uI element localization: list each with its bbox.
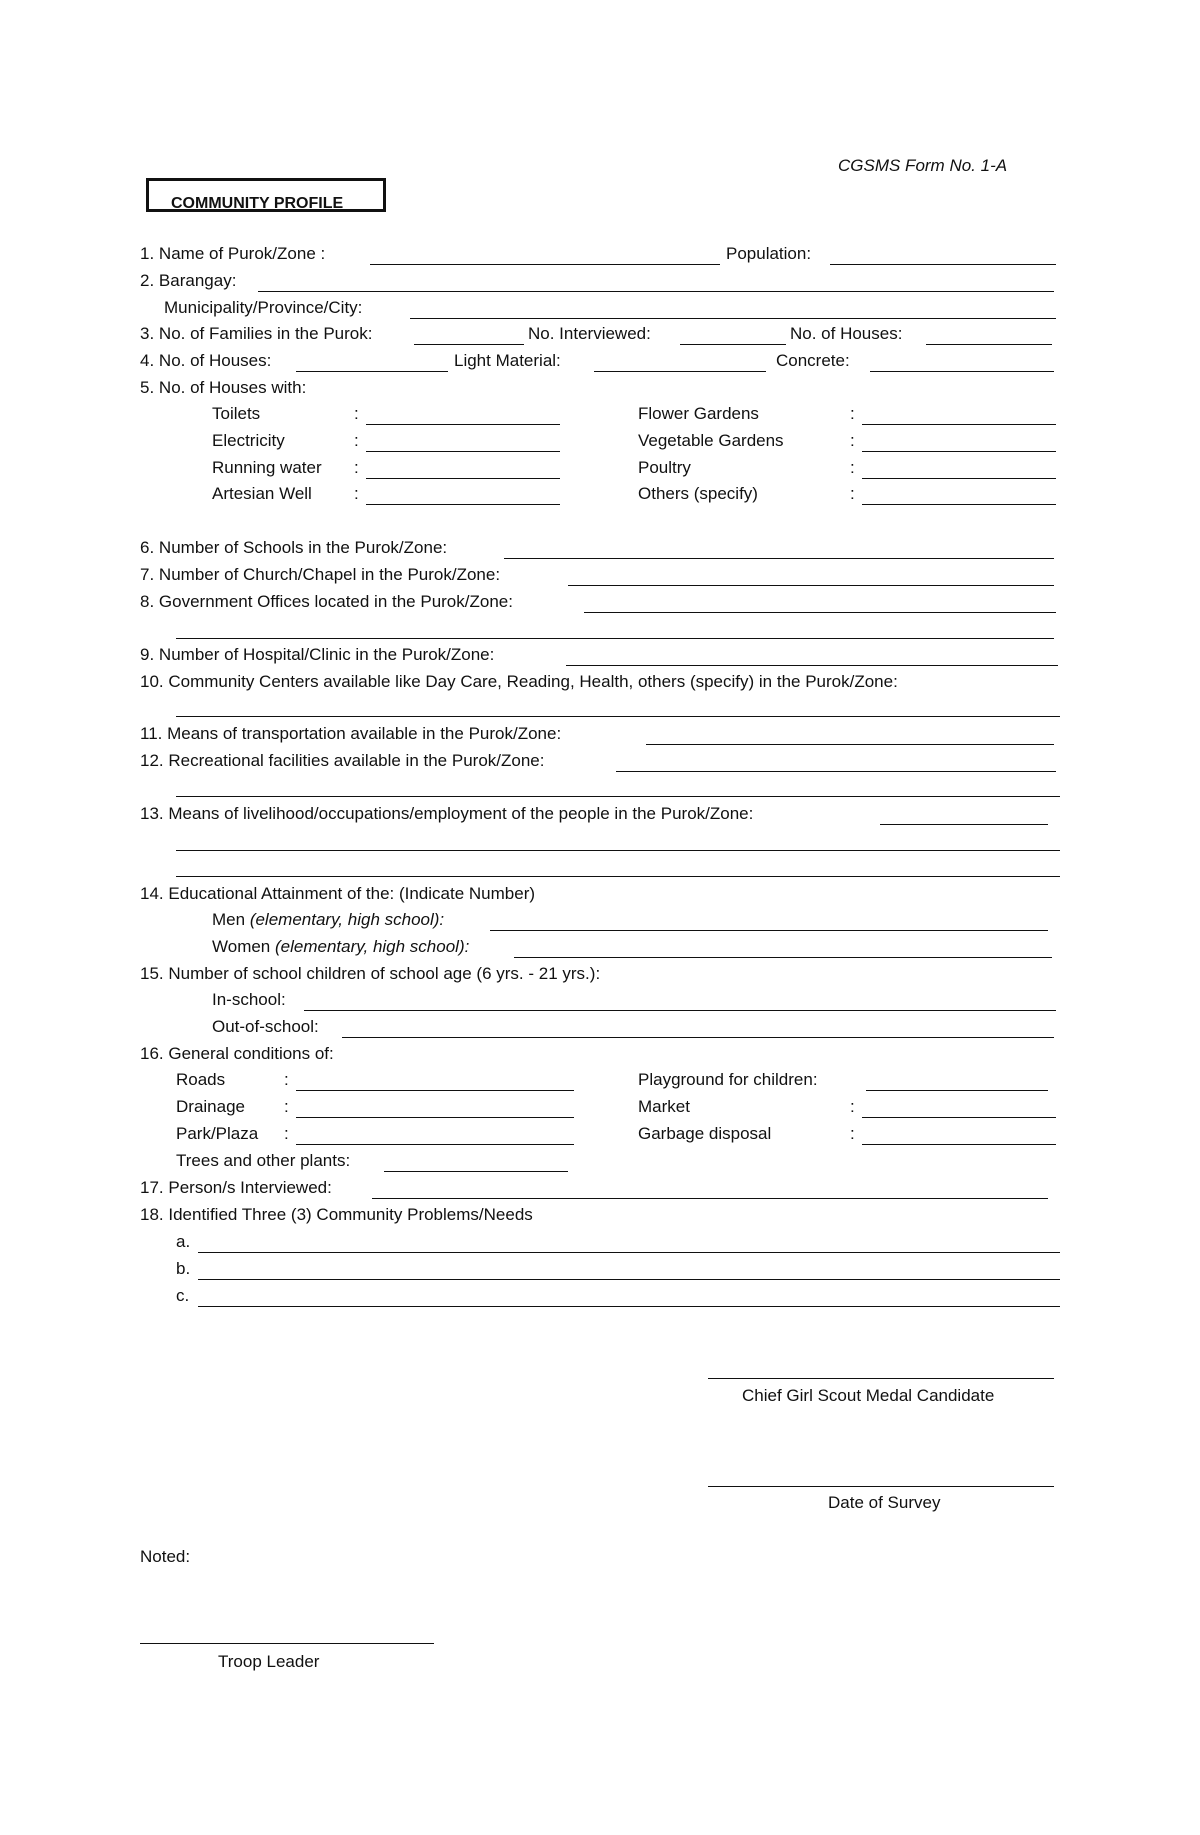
q11-number: 11. (140, 724, 163, 743)
colon: : (850, 484, 855, 503)
q3-label: No. of Families in the Purok: (158, 324, 373, 343)
concrete-field[interactable] (870, 371, 1054, 372)
q6-number: 6. (140, 538, 155, 557)
men-field[interactable] (490, 930, 1048, 931)
q8-label: Government Offices located in the Purok/Zone: (158, 592, 513, 611)
q16-row (140, 1044, 334, 1064)
q18-number: 18. (140, 1205, 164, 1224)
q8-number: 8. (140, 592, 155, 611)
date-of-survey-caption: Date of Survey (828, 1493, 941, 1512)
population-field[interactable] (830, 264, 1056, 265)
q9-number: 9. (140, 645, 155, 664)
q3-houses-label: No. of Houses: (790, 324, 903, 343)
colon: : (284, 1097, 289, 1116)
q1-label: Name of Purok/Zone : (158, 244, 326, 263)
toilets-label: Toilets (212, 404, 261, 423)
q17-label: Person/s Interviewed: (168, 1178, 332, 1197)
q15-label: Number of school children of school age (6 yrs. - 21 yrs.): (168, 964, 601, 983)
q3-houses-field[interactable] (926, 344, 1052, 345)
population-label: Population: (726, 244, 812, 263)
market-field[interactable] (862, 1117, 1056, 1118)
problem-a-field[interactable] (198, 1252, 1060, 1253)
park-plaza-label: Park/Plaza (176, 1124, 259, 1143)
q13-label: Means of livelihood/occupations/employment of the people in the Purok/Zone: (168, 804, 754, 823)
women-detail: (elementary, high school): (275, 937, 470, 956)
q15-row (140, 964, 600, 984)
q11-label: Means of transportation available in the Purok/Zone: (167, 724, 562, 743)
in-school-label: In-school: (212, 990, 286, 1009)
colon: : (850, 431, 855, 450)
poultry-field[interactable] (862, 478, 1056, 479)
municipality-label: Municipality/Province/City: (164, 298, 363, 317)
q2-row (140, 271, 236, 291)
q12-row (140, 751, 544, 771)
purok-name-field[interactable] (370, 264, 720, 265)
q17-number: 17. (140, 1178, 164, 1197)
q3-row (140, 324, 372, 344)
q14-row (140, 884, 535, 904)
park-plaza-field[interactable] (296, 1144, 574, 1145)
interviewed-label: No. Interviewed: (528, 324, 651, 343)
vegetable-gardens-field[interactable] (862, 451, 1056, 452)
problem-c-field[interactable] (198, 1306, 1060, 1307)
transportation-field[interactable] (646, 744, 1054, 745)
flower-gardens-field[interactable] (862, 424, 1056, 425)
q7-row (140, 565, 500, 585)
q12-label: Recreational facilities available in the Purok/Zone: (168, 751, 545, 770)
men-label: Men (212, 910, 246, 929)
q15-number: 15. (140, 964, 164, 983)
problem-a-label: a. (176, 1232, 191, 1251)
q7-number: 7. (140, 565, 155, 584)
in-school-field[interactable] (304, 1010, 1056, 1011)
schools-field[interactable] (504, 558, 1054, 559)
q16-label: General conditions of: (168, 1044, 334, 1063)
page-title: COMMUNITY PROFILE (171, 195, 344, 212)
recreational-field-2[interactable] (176, 796, 1060, 797)
colon: : (284, 1124, 289, 1143)
toilets-field[interactable] (366, 424, 560, 425)
problem-b-label: b. (176, 1259, 191, 1278)
government-offices-field-2[interactable] (176, 638, 1054, 639)
playground-field[interactable] (866, 1090, 1048, 1091)
noted-label: Noted: (140, 1547, 191, 1566)
q1-row (140, 244, 325, 264)
troop-leader-signature-line[interactable] (140, 1643, 434, 1644)
q2-label: Barangay: (158, 271, 237, 290)
colon: : (850, 1124, 855, 1143)
persons-interviewed-field[interactable] (372, 1198, 1048, 1199)
light-material-label: Light Material: (454, 351, 561, 370)
form-number: CGSMS Form No. 1-A (838, 156, 1008, 175)
colon: : (354, 458, 359, 477)
artesian-well-label: Artesian Well (212, 484, 312, 503)
q4-number: 4. (140, 351, 155, 370)
trees-field[interactable] (384, 1171, 568, 1172)
government-offices-field[interactable] (584, 612, 1056, 613)
livelihood-field[interactable] (880, 824, 1048, 825)
out-of-school-field[interactable] (342, 1037, 1054, 1038)
poultry-label: Poultry (638, 458, 691, 477)
q10-label: Community Centers available like Day Care, Reading, Health, others (specify) in the Purok/Zone: (168, 672, 898, 691)
q5-label: No. of Houses with: (158, 378, 307, 397)
market-label: Market (638, 1097, 690, 1116)
q14-label: Educational Attainment of the: (Indicate Number) (168, 884, 536, 903)
colon: : (850, 1097, 855, 1116)
q18-row (140, 1205, 533, 1225)
flower-gardens-label: Flower Gardens (638, 404, 759, 423)
q4-row (140, 351, 271, 371)
q12-number: 12. (140, 751, 164, 770)
problem-c-label: c. (176, 1286, 190, 1305)
community-centers-field[interactable] (176, 716, 1060, 717)
colon: : (354, 484, 359, 503)
colon: : (354, 404, 359, 423)
q6-label: Number of Schools in the Purok/Zone: (158, 538, 448, 557)
troop-leader-caption: Troop Leader (218, 1652, 320, 1671)
municipality-field[interactable] (410, 318, 1056, 319)
livelihood-field-3[interactable] (176, 876, 1060, 877)
q16-number: 16. (140, 1044, 164, 1063)
electricity-field[interactable] (366, 451, 560, 452)
date-of-survey-line[interactable] (708, 1486, 1054, 1487)
colon: : (850, 458, 855, 477)
title-box (146, 178, 386, 212)
q1-number: 1. (140, 244, 155, 263)
women-row (212, 937, 469, 957)
problem-b-field[interactable] (198, 1279, 1060, 1280)
candidate-signature-line[interactable] (708, 1378, 1054, 1379)
women-label: Women (212, 937, 271, 956)
colon: : (284, 1070, 289, 1089)
q13-number: 13. (140, 804, 164, 823)
drainage-field[interactable] (296, 1117, 574, 1118)
q17-row (140, 1178, 332, 1198)
out-of-school-label: Out-of-school: (212, 1017, 319, 1036)
q5-number: 5. (140, 378, 155, 397)
q10-number: 10. (140, 672, 164, 691)
running-water-label: Running water (212, 458, 322, 477)
light-material-field[interactable] (594, 371, 766, 372)
colon: : (354, 431, 359, 450)
q4-label: No. of Houses: (158, 351, 272, 370)
q8-row (140, 592, 513, 612)
candidate-caption: Chief Girl Scout Medal Candidate (742, 1386, 995, 1405)
recreational-field[interactable] (616, 771, 1056, 772)
livelihood-field-2[interactable] (176, 850, 1060, 851)
roads-field[interactable] (296, 1090, 574, 1091)
garbage-disposal-label: Garbage disposal (638, 1124, 772, 1143)
q18-label: Identified Three (3) Community Problems/Needs (168, 1205, 533, 1224)
q2-number: 2. (140, 271, 155, 290)
q9-label: Number of Hospital/Clinic in the Purok/Zone: (158, 645, 495, 664)
colon: : (850, 404, 855, 423)
drainage-label: Drainage (176, 1097, 245, 1116)
families-field[interactable] (414, 344, 524, 345)
q5-row (140, 378, 306, 398)
church-field[interactable] (568, 585, 1054, 586)
hospital-field[interactable] (566, 665, 1058, 666)
q11-row (140, 724, 561, 744)
barangay-field[interactable] (258, 291, 1054, 292)
q6-row (140, 538, 447, 558)
concrete-label: Concrete: (776, 351, 850, 370)
others-specify-field[interactable] (862, 504, 1056, 505)
q3-number: 3. (140, 324, 155, 343)
q10-row (140, 672, 898, 692)
q13-row (140, 804, 753, 824)
q4-houses-field[interactable] (296, 371, 448, 372)
trees-label: Trees and other plants: (176, 1151, 351, 1170)
playground-label: Playground for children: (638, 1070, 818, 1089)
interviewed-field[interactable] (680, 344, 786, 345)
men-detail: (elementary, high school): (249, 910, 445, 929)
others-specify-label: Others (specify) (638, 484, 758, 503)
men-row (212, 910, 444, 930)
running-water-field[interactable] (366, 478, 560, 479)
q7-label: Number of Church/Chapel in the Purok/Zone: (158, 565, 501, 584)
artesian-well-field[interactable] (366, 504, 560, 505)
roads-label: Roads (176, 1070, 226, 1089)
garbage-disposal-field[interactable] (862, 1144, 1056, 1145)
electricity-label: Electricity (212, 431, 285, 450)
q9-row (140, 645, 494, 665)
vegetable-gardens-label: Vegetable Gardens (638, 431, 784, 450)
q14-number: 14. (140, 884, 164, 903)
women-field[interactable] (514, 957, 1052, 958)
